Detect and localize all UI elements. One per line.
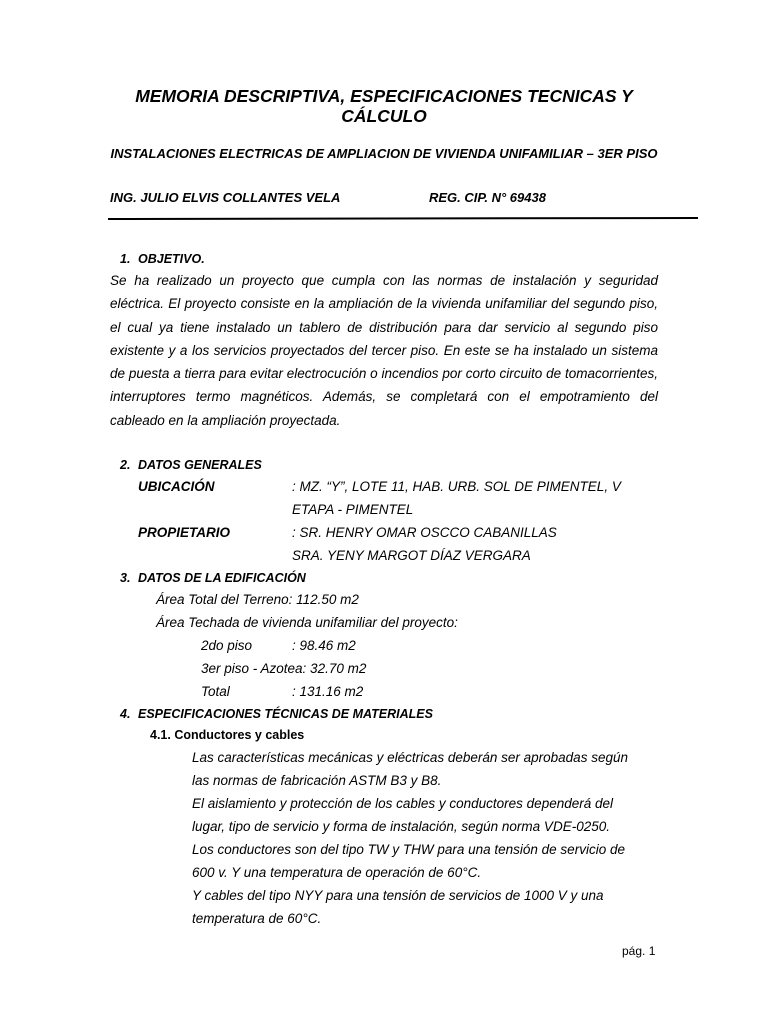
section-datos-edificacion-heading (120, 570, 306, 586)
propietario-value-line1: : SR. HENRY OMAR OSCCO CABANILLAS (292, 525, 557, 540)
ubicacion-value-line2: ETAPA - PIMENTEL (292, 502, 414, 517)
section-especificaciones-heading (120, 706, 433, 722)
conductores-p4-line1: Y cables del tipo NYY para una tensión de servicios de 1000 V y una (192, 888, 604, 903)
section-datos-generales-heading (120, 457, 262, 473)
area-techada: Área Techada de vivienda unifamiliar del proyecto: (156, 615, 458, 630)
ubicacion-label: UBICACIÓN (138, 479, 215, 494)
engineer-name: ING. JULIO ELVIS COLLANTES VELA (110, 190, 341, 205)
total-label: Total (201, 684, 230, 699)
section-objetivo-heading (120, 251, 205, 267)
conductores-p3-line2: 600 v. Y una temperatura de operación de 60°C. (192, 865, 482, 880)
conductores-p1-line2: las normas de fabricación ASTM B3 y B8. (192, 773, 442, 788)
header-divider (108, 217, 698, 220)
piso2-label: 2do piso (201, 638, 253, 653)
section-heading-text: ESPECIFICACIONES TÉCNICAS DE MATERIALES (138, 707, 433, 721)
area-total-terreno: Área Total del Terreno: 112.50 m2 (156, 592, 359, 607)
section-number: 3. (120, 571, 131, 585)
document-subtitle: INSTALACIONES ELECTRICAS DE AMPLIACION DE VIVIENDA UNIFAMILIAR – 3ER PISO (110, 146, 658, 161)
registration-number: REG. CIP. N° 69438 (429, 190, 546, 205)
subsection-heading-text: Conductores y cables (174, 728, 305, 742)
piso3-azotea: 3er piso - Azotea: 32.70 m2 (201, 661, 367, 676)
section-heading-text: DATOS DE LA EDIFICACIÓN (138, 571, 306, 585)
propietario-label: PROPIETARIO (138, 525, 231, 540)
total-value: : 131.16 m2 (292, 684, 364, 699)
page-number: pág. 1 (622, 944, 656, 958)
objetivo-paragraph: Se ha realizado un proyecto que cumpla con las normas de instalación y seguridad eléctrica. El proyecto consiste en la ampliación de la vivienda unifamiliar del segundo piso, el cual ya tiene instalado un tablero de distribución para dar servicio al segundo piso existente y a los servicios proyectados del tercer piso. En este se ha instalado un sistema de puesta a tierra para evitar electrocución o incendios por corto circuito de tomacorrientes, interruptores termo magnéticos. Además, se completará con el empotramiento del cableado en la ampliación proyectada. (110, 273, 658, 428)
propietario-value-line2: SRA. YENY MARGOT DÍAZ VERGARA (292, 548, 531, 563)
section-number: 2. (120, 458, 131, 472)
conductores-p1-line1: Las características mecánicas y eléctricas deberán ser aprobadas según (192, 750, 628, 765)
conductores-p3-line1: Los conductores son del tipo TW y THW para una tensión de servicio de (192, 842, 625, 857)
subsection-conductores-heading (150, 727, 304, 743)
section-heading-text: DATOS GENERALES (138, 458, 262, 472)
section-number: 1. (120, 252, 131, 266)
ubicacion-value-line1: : MZ. “Y”, LOTE 11, HAB. URB. SOL DE PIMENTEL, V (292, 479, 621, 494)
author-row (110, 190, 670, 208)
conductores-p2-line1: El aislamiento y protección de los cables y conductores dependerá del (192, 796, 613, 811)
document-title: MEMORIA DESCRIPTIVA, ESPECIFICACIONES TECNICAS Y CÁLCULO (135, 86, 633, 126)
conductores-p4-line2: temperatura de 60°C. (192, 911, 322, 926)
subsection-number: 4.1. (150, 728, 171, 742)
piso2-value: : 98.46 m2 (292, 638, 356, 653)
section-number: 4. (120, 707, 131, 721)
section-heading-text: OBJETIVO. (138, 252, 205, 266)
conductores-p2-line2: lugar, tipo de servicio y forma de instalación, según norma VDE-0250. (192, 819, 610, 834)
